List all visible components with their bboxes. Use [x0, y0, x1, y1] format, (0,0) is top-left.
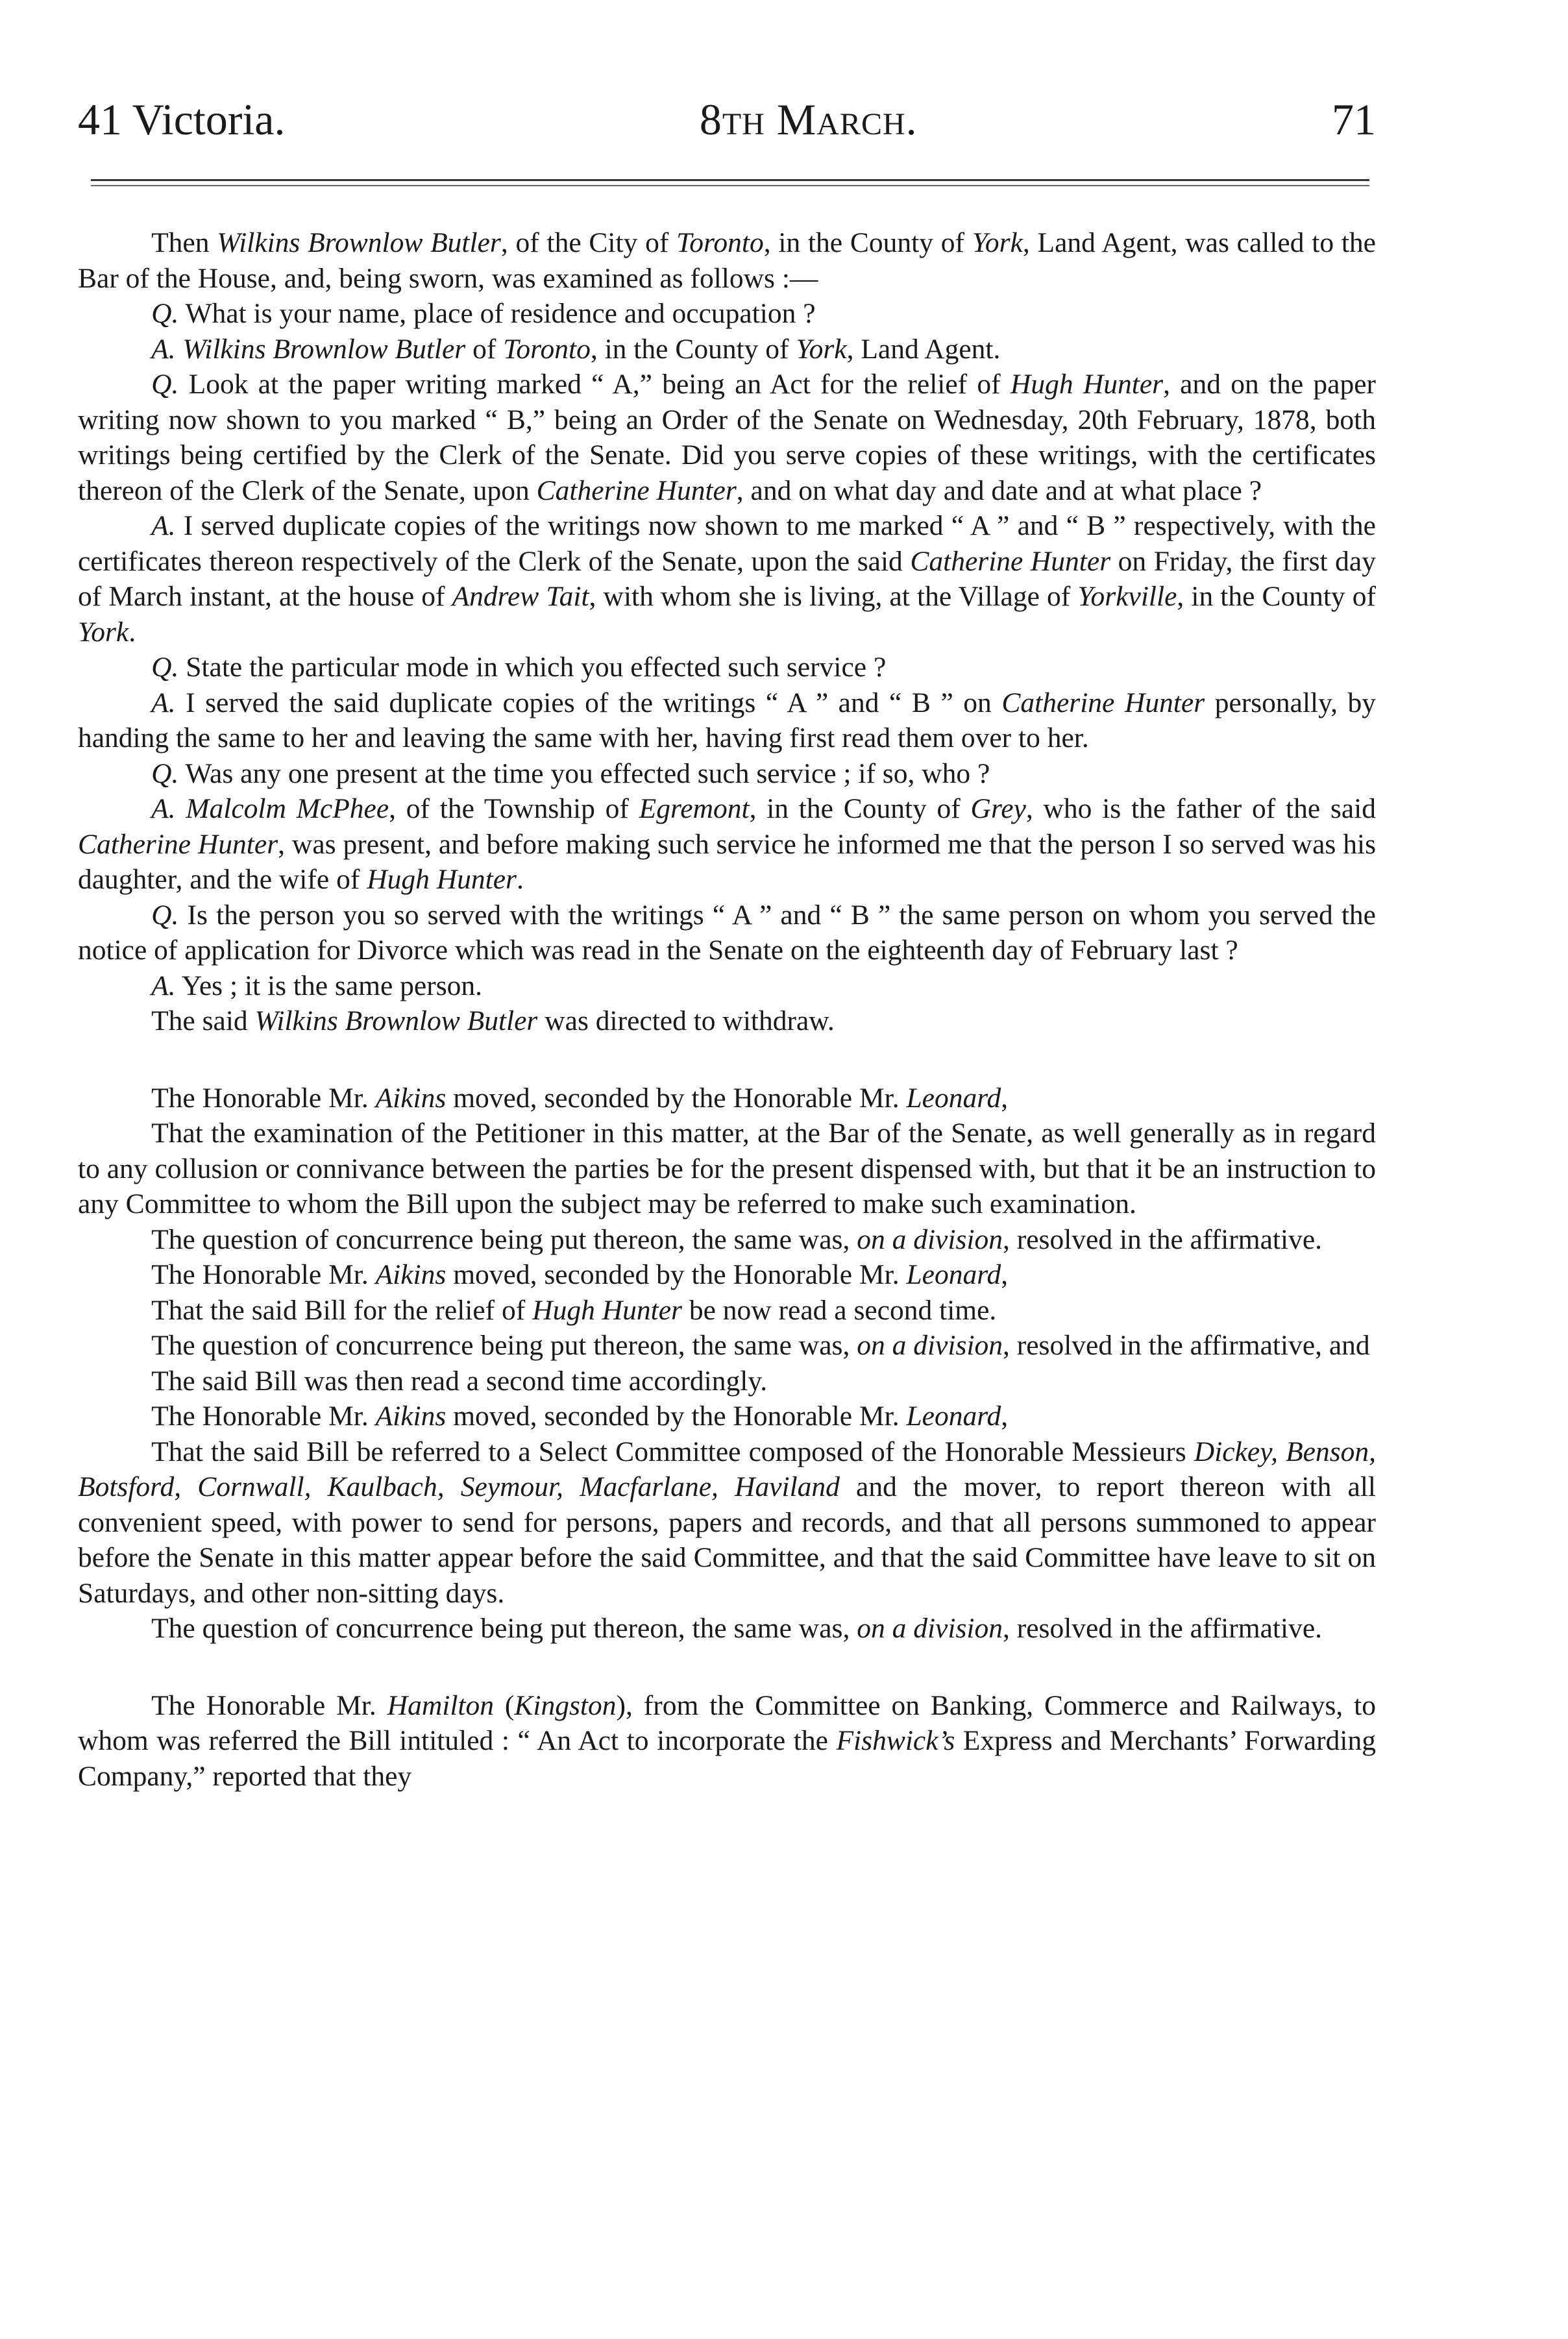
- italic-text: Q.: [151, 369, 179, 400]
- paragraph: [78, 898, 1376, 968]
- text: What is your name, place of residence and occupation ?: [178, 298, 816, 329]
- italic-text: Aikins: [375, 1082, 447, 1114]
- text: , in the County of: [763, 227, 972, 258]
- text: (: [494, 1689, 515, 1721]
- paragraph: [78, 1611, 1376, 1647]
- italic-text: Aikins: [375, 1259, 447, 1290]
- paragraph: [78, 1081, 1376, 1116]
- italic-text: Hugh Hunter: [367, 864, 517, 895]
- text: be now read a second time.: [681, 1294, 997, 1326]
- text: ), from the Committee on Banking, Commerce and Railways, to whom was referred the Bill intituled : “ An Act to incorporate the: [78, 1689, 1376, 1756]
- header-date: 8th March.: [699, 95, 918, 144]
- header-rule: [91, 179, 1369, 186]
- italic-text: A.: [151, 687, 176, 718]
- header-session: 41 Victoria.: [78, 95, 286, 144]
- text: The said: [151, 1005, 255, 1036]
- page-number: 71: [1331, 95, 1376, 144]
- italic-text: A.: [151, 970, 176, 1001]
- paragraph: [78, 296, 1376, 332]
- italic-text: on a division: [857, 1330, 1003, 1361]
- italic-text: Dickey, Benson, Botsford, Cornwall, Kaulbach, Seymour, Macfarlane, Haviland: [78, 1436, 1377, 1502]
- italic-text: Grey: [970, 793, 1026, 824]
- text: The question of concurrence being put thereon, the same was,: [151, 1330, 857, 1361]
- text: ,: [1001, 1259, 1009, 1290]
- paragraph: [78, 685, 1376, 756]
- text: I served the said duplicate copies of the writings “ A ” and “ B ” on: [175, 687, 1002, 718]
- text: , Land Agent.: [846, 333, 1001, 365]
- italic-text: A. Wilkins Brownlow Butler: [151, 333, 466, 365]
- text: Express and Merchants’ Forwarding Company,” reported that they: [78, 1725, 1376, 1792]
- italic-text: Hamilton: [387, 1689, 494, 1721]
- text: was directed to withdraw.: [537, 1005, 835, 1036]
- text: Yes ; it is the same person.: [175, 970, 482, 1001]
- journal-text: [78, 225, 1376, 1794]
- text: moved, seconded by the Honorable Mr.: [446, 1401, 907, 1432]
- text: and the mover, to report thereon with all convenient speed, with power to send for persons, papers and records, and that all persons summoned to appear before the Senate in this matter appear before the said Committee, and that the said Committee have leave to sit on Saturdays, and other non-sitting days.: [78, 1471, 1376, 1609]
- italic-text: Egremont: [639, 793, 750, 824]
- paragraph: [78, 1257, 1376, 1293]
- italic-text: Wilkins Brownlow Butler: [254, 1005, 538, 1036]
- text: , and on the paper writing now shown to you marked “ B,” being an Order of the Senate on Wednesday, 20th February, 1878, both writings being certified by the Clerk of the Senate. Did you serve copies of these writings, with the certificates thereon of the Clerk of the Senate, upon: [78, 369, 1376, 506]
- text: , of the City of: [500, 227, 677, 258]
- text: .: [129, 616, 136, 648]
- text: on Friday, the first day of March instant, at the house of: [78, 545, 1376, 612]
- page: [78, 97, 1376, 1794]
- italic-text: Leonard: [906, 1259, 1001, 1290]
- paragraph: [78, 225, 1376, 296]
- italic-text: on a division: [857, 1613, 1003, 1644]
- paragraph-gap: [78, 1039, 1376, 1081]
- italic-text: Andrew Tait: [452, 581, 589, 612]
- page-header: [78, 95, 1376, 144]
- paragraph: [78, 332, 1376, 367]
- italic-text: Q.: [151, 757, 179, 789]
- italic-text: Catherine Hunter: [78, 828, 278, 860]
- italic-text: Leonard: [906, 1082, 1001, 1114]
- italic-text: Leonard: [906, 1401, 1001, 1432]
- paragraph: [78, 1003, 1376, 1039]
- italic-text: Q.: [151, 899, 179, 931]
- italic-text: Wilkins Brownlow Butler: [217, 227, 501, 258]
- text: , with whom she is living, at the Village of: [589, 581, 1078, 612]
- paragraph: [78, 968, 1376, 1004]
- paragraph: [78, 1434, 1376, 1611]
- text: That the examination of the Petitioner in this matter, at the Bar of the Senate, as well generally as in regard to any collusion or connivance between the parties be for the present dispensed with, but that it be an instruction to any Committee to whom the Bill upon the subject may be referred to make such examination.: [78, 1118, 1376, 1219]
- text: Then: [151, 227, 217, 258]
- text: , who is the father of the said: [1025, 793, 1376, 824]
- paragraph: [78, 1399, 1376, 1434]
- text: Was any one present at the time you effected such service ; if so, who ?: [178, 757, 990, 789]
- text: The Honorable Mr.: [151, 1259, 376, 1290]
- italic-text: A.: [151, 510, 176, 541]
- text: The Honorable Mr.: [151, 1401, 376, 1432]
- italic-text: Hugh Hunter: [532, 1294, 682, 1326]
- paragraph: [78, 1364, 1376, 1399]
- italic-text: Kingston: [514, 1689, 617, 1721]
- text: I served duplicate copies of the writings now shown to me marked “ A ” and “ B ” respectively, with the certificates thereon respectively of the Clerk of the Senate, upon the said: [78, 510, 1376, 577]
- text: That the said Bill be referred to a Select Committee composed of the Honorable Messieurs: [151, 1436, 1194, 1467]
- paragraph: [78, 508, 1376, 650]
- italic-text: Catherine Hunter: [536, 474, 737, 506]
- italic-text: York: [972, 227, 1023, 258]
- text: , of the Township of: [389, 793, 639, 824]
- text: , in the County of: [749, 793, 971, 824]
- text: Look at the paper writing marked “ A,” being an Act for the relief of: [178, 369, 1011, 400]
- italic-text: Catherine Hunter: [910, 545, 1111, 577]
- paragraph: [78, 1222, 1376, 1258]
- text: moved, seconded by the Honorable Mr.: [446, 1082, 907, 1114]
- italic-text: A. Malcolm McPhee: [151, 793, 389, 824]
- text: , in the County of: [1177, 581, 1376, 612]
- paragraph: [78, 367, 1376, 508]
- italic-text: Toronto: [503, 333, 591, 365]
- italic-text: York: [796, 333, 847, 365]
- paragraph: [78, 650, 1376, 685]
- text: , resolved in the affirmative.: [1002, 1223, 1322, 1255]
- text: , in the County of: [590, 333, 796, 365]
- text: Is the person you so served with the writings “ A ” and “ B ” the same person on whom you served the notice of application for Divorce which was read in the Senate on the eighteenth day of February last ?: [78, 899, 1376, 966]
- text: , was present, and before making such service he informed me that the person I so served was his daughter, and the wife of: [78, 828, 1376, 895]
- italic-text: Fishwick’s: [836, 1725, 955, 1756]
- text: The question of concurrence being put thereon, the same was,: [151, 1223, 857, 1255]
- text: moved, seconded by the Honorable Mr.: [446, 1259, 907, 1290]
- italic-text: Yorkville: [1077, 581, 1177, 612]
- paragraph: [78, 1116, 1376, 1222]
- paragraph: [78, 1293, 1376, 1329]
- text: ,: [1001, 1401, 1009, 1432]
- italic-text: Hugh Hunter: [1010, 369, 1164, 400]
- italic-text: Q.: [151, 298, 179, 329]
- paragraph: [78, 791, 1376, 898]
- text: ,: [1001, 1082, 1009, 1114]
- paragraph: [78, 1688, 1376, 1794]
- italic-text: on a division: [857, 1223, 1003, 1255]
- text: personally, by handing the same to her and leaving the same with her, having first read them over to her.: [78, 687, 1376, 753]
- paragraph: [78, 1328, 1376, 1364]
- text: The question of concurrence being put thereon, the same was,: [151, 1613, 857, 1644]
- text: of: [465, 333, 504, 365]
- italic-text: York: [78, 616, 129, 648]
- italic-text: Aikins: [375, 1401, 447, 1432]
- text: The Honorable Mr.: [151, 1082, 376, 1114]
- text: , and on what day and date and at what place ?: [736, 474, 1262, 506]
- text: , Land Agent, was called to the Bar of the House, and, being sworn, was examined as follows :—: [78, 227, 1376, 294]
- text: The said Bill was then read a second time accordingly.: [151, 1365, 768, 1397]
- paragraph-gap: [78, 1647, 1376, 1688]
- italic-text: Q.: [151, 652, 179, 683]
- text: , resolved in the affirmative, and: [1002, 1330, 1370, 1361]
- italic-text: Toronto: [676, 227, 764, 258]
- italic-text: Catherine Hunter: [1001, 687, 1205, 718]
- text: That the said Bill for the relief of: [151, 1294, 533, 1326]
- text: , resolved in the affirmative.: [1002, 1613, 1322, 1644]
- text: State the particular mode in which you effected such service ?: [178, 652, 887, 683]
- text: The Honorable Mr.: [151, 1689, 387, 1721]
- text: .: [516, 864, 524, 895]
- paragraph: [78, 756, 1376, 792]
